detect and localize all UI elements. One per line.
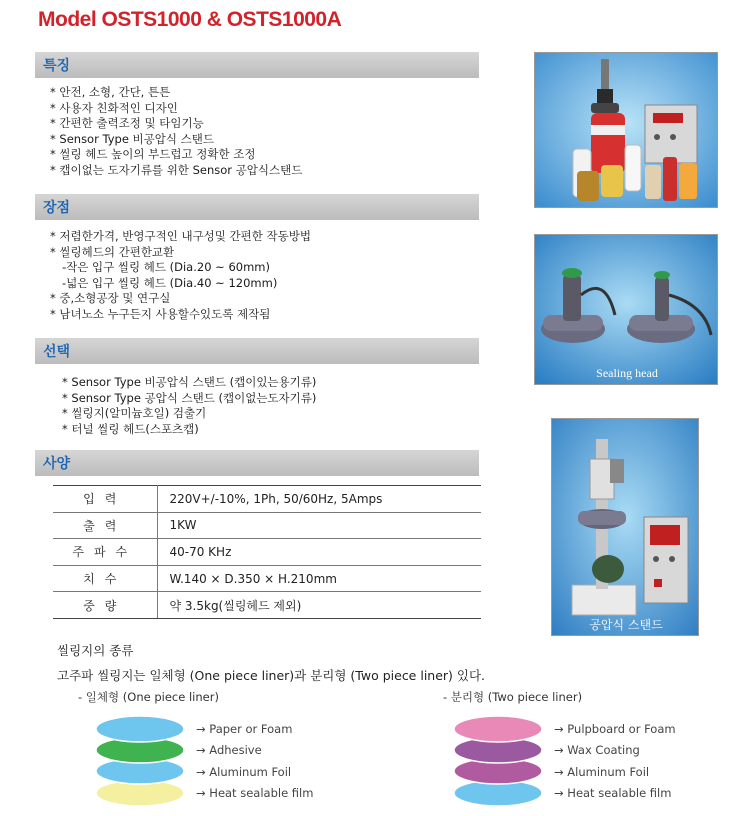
layer-label: → Aluminum Foil [554, 765, 650, 779]
list-item: * 간편한 출력조정 및 타임기능 [50, 116, 204, 131]
liner-layer [454, 716, 542, 742]
list-item: * 안전, 소형, 간단, 튼튼 [50, 85, 171, 99]
page-title: Model OSTS1000 & OSTS1000A [38, 8, 342, 31]
product-photo-sealing-head [534, 234, 718, 385]
spec-key: 중량 [53, 592, 157, 619]
section-heading: 사양 [43, 456, 71, 472]
list-item: -작은 입구 씰링 헤드 (Dia.20 ~ 60mm) [62, 260, 270, 275]
section-header-features [35, 52, 479, 78]
table-row [53, 539, 481, 566]
list-item: -넓은 입구 씰링 헤드 (Dia.40 ~ 120mm) [62, 275, 278, 290]
layer-label: → Pulpboard or Foam [554, 722, 676, 736]
list-item: * 씰링 헤드 높이의 부드럽고 정확한 조정 [50, 147, 256, 162]
one-piece-label: - 일체형 (One piece liner) [78, 690, 219, 704]
list-item: * Sensor Type 비공압식 스탠드 (캡이있는용기류) [62, 375, 317, 389]
layer-label: → Heat sealable film [196, 786, 314, 800]
section-header-specs [35, 450, 479, 476]
advantages-list [50, 229, 311, 323]
spec-value: 1KW [157, 512, 481, 539]
product-photo-stand [551, 418, 699, 636]
section-heading: 특징 [43, 58, 71, 74]
two-piece-label: - 분리형 (Two piece liner) [443, 690, 583, 704]
liner-layer [96, 716, 184, 742]
product-photo-machine [534, 52, 718, 208]
liner-heading: 씰링지의 종류 [57, 643, 134, 658]
spec-table [53, 485, 481, 619]
list-item: * 저렴한가격, 반영구적인 내구성및 간편한 작동방법 [50, 229, 311, 243]
list-item: * 남녀노소 누구든지 사용할수있도록 제작됨 [50, 306, 271, 321]
spec-key: 입력 [53, 486, 157, 513]
two-piece-liner-diagram [452, 714, 544, 810]
spec-value: W.140 × D.350 × H.210mm [157, 565, 481, 592]
one-piece-liner-diagram [94, 714, 186, 810]
list-item: * 사용자 친화적인 디자인 [50, 100, 178, 115]
spec-key: 치수 [53, 565, 157, 592]
photo-caption: Sealing head [596, 366, 658, 380]
section-heading: 장점 [43, 200, 71, 216]
list-item: * Sensor Type 공압식 스탠드 (캡이없는도자기류) [62, 390, 317, 405]
section-heading: 선택 [43, 344, 71, 360]
table-row [53, 512, 481, 539]
section-header-advantages [35, 194, 479, 220]
list-item: * Sensor Type 비공압식 스탠드 [50, 131, 214, 146]
list-item: * 씰링지(알미늄호일) 검출기 [62, 406, 207, 421]
spec-value: 40-70 KHz [157, 539, 481, 566]
spec-value: 220V+/-10%, 1Ph, 50/60Hz, 5Amps [157, 486, 481, 513]
layer-label: → Adhesive [196, 743, 262, 757]
features-list [50, 85, 302, 179]
section-header-options [35, 338, 479, 364]
layer-label: → Wax Coating [554, 743, 640, 757]
list-item: * 씰링헤드의 간편한교환 [50, 244, 175, 259]
layer-label: → Heat sealable film [554, 786, 672, 800]
spec-value: 약 3.5kg(씰링헤드 제외) [157, 592, 481, 619]
layer-label: → Aluminum Foil [196, 765, 292, 779]
list-item: * 캡이없는 도자기류를 위한 Sensor 공압식스탠드 [50, 162, 303, 177]
options-list [62, 375, 316, 437]
photo-caption: 공압식 스탠드 [589, 618, 663, 632]
layer-label: → Paper or Foam [196, 722, 293, 736]
table-row [53, 592, 481, 619]
liner-intro: 고주파 씰링지는 일체형 (One piece liner)과 분리형 (Two piece liner) 있다. [57, 668, 486, 683]
spec-key: 주파수 [53, 539, 157, 566]
table-row [53, 565, 481, 592]
list-item: * 중,소형공장 및 연구실 [50, 291, 171, 306]
table-row [53, 486, 481, 513]
spec-key: 출력 [53, 512, 157, 539]
list-item: * 터널 씰링 헤드(스포츠캡) [62, 421, 199, 436]
